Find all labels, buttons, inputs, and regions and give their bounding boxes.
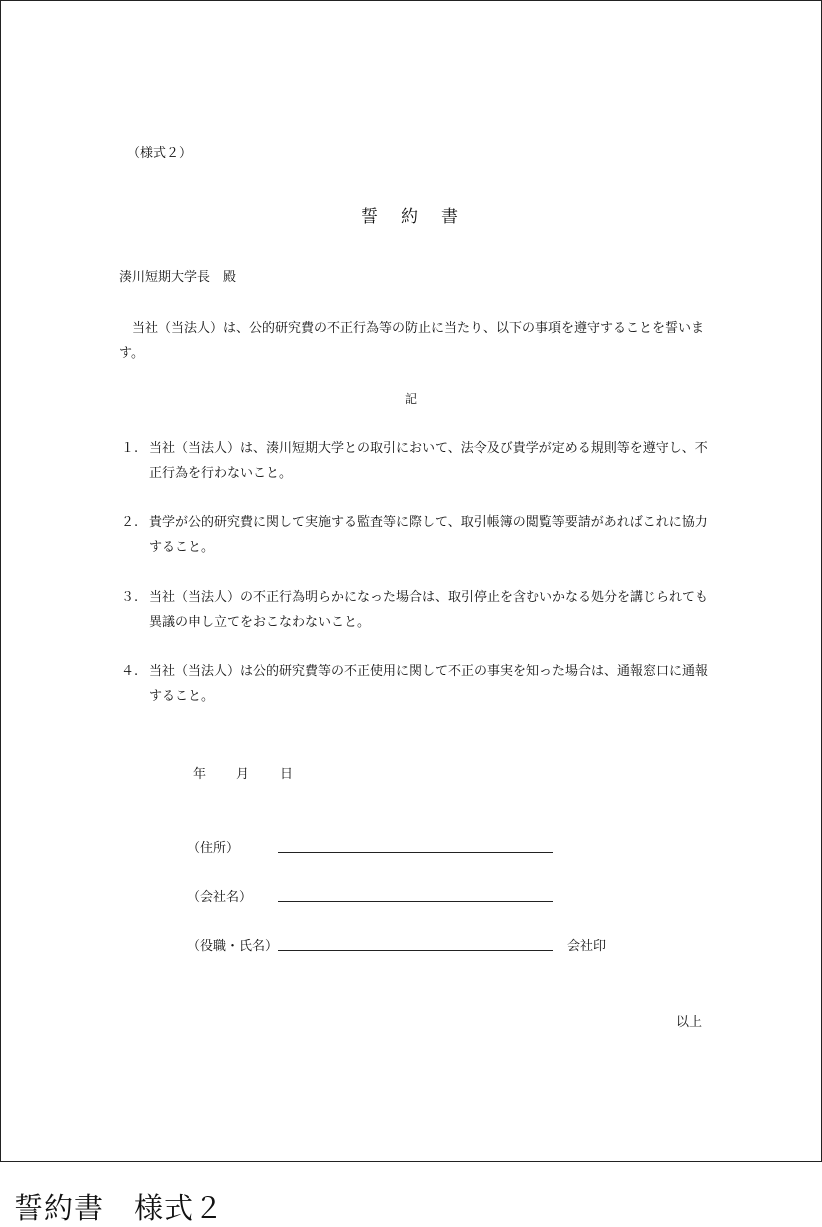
- company-label: （会社名）: [187, 890, 253, 905]
- item-text: 当社（当法人）は、湊川短期大学との取引において、法令及び貴学が定める規則等を遵守し、不正行為を行わないこと。: [149, 441, 708, 481]
- item-number: ２.: [121, 515, 139, 530]
- company-field-line[interactable]: [278, 901, 553, 902]
- name-label: （役職・氏名）: [187, 939, 279, 954]
- addressee: 湊川短期大学長 殿: [119, 270, 237, 285]
- pledge-item: [119, 436, 709, 486]
- item-number: ４.: [121, 664, 139, 679]
- pledge-item: [119, 585, 709, 635]
- item-number: ３.: [121, 590, 139, 605]
- address-field-line[interactable]: [278, 852, 553, 853]
- item-text: 貴学が公的研究費に関して実施する監査等に際して、取引帳簿の閲覧等要請があればこれに協力すること。: [149, 515, 708, 555]
- page-caption: 誓約書 様式２: [14, 1191, 225, 1225]
- pledge-item: [119, 510, 709, 560]
- pledge-intro: [119, 316, 709, 366]
- closing-ijo: 以上: [676, 1015, 703, 1030]
- item-number: １.: [121, 441, 139, 456]
- document-title: 誓 約 書: [361, 207, 461, 227]
- date-day-label: 日: [280, 767, 294, 782]
- pledge-item: [119, 659, 709, 709]
- pledge-intro-text: 当社（当法人）は、公的研究費の不正行為等の防止に当たり、以下の事項を遵守することを誓います。: [119, 321, 705, 361]
- company-seal-label: 会社印: [567, 939, 607, 954]
- form-number: （様式２）: [127, 146, 193, 161]
- item-text: 当社（当法人）は公的研究費等の不正使用に関して不正の事実を知った場合は、通報窓口に通報すること。: [149, 664, 709, 704]
- name-field-line[interactable]: [278, 950, 553, 951]
- date-month-label: 月: [236, 767, 250, 782]
- date-year-label: 年: [193, 767, 207, 782]
- address-label: （住所）: [187, 841, 240, 856]
- item-text: 当社（当法人）の不正行為明らかになった場合は、取引停止を含むいかなる処分を講じられても異議の申し立てをおこなわないこと。: [149, 590, 709, 630]
- ki-heading: 記: [404, 392, 417, 406]
